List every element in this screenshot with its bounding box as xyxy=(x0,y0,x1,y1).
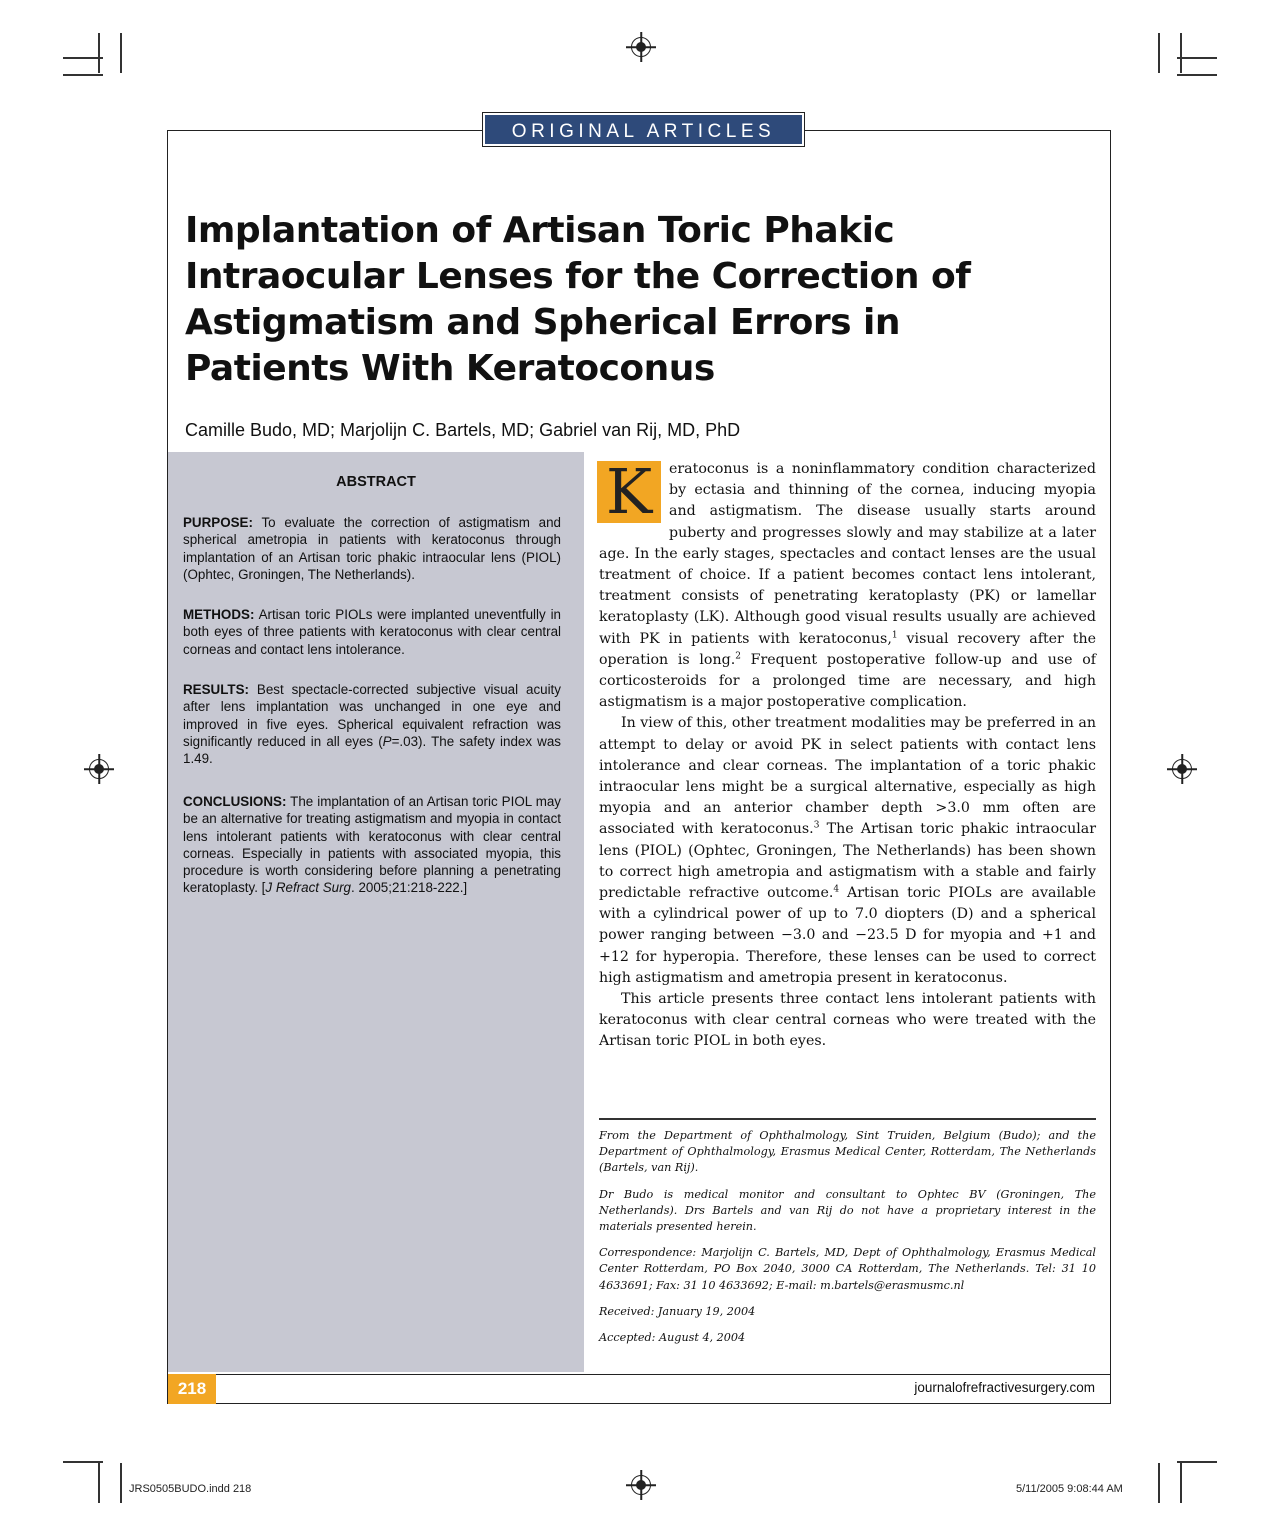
purpose-label: PURPOSE: xyxy=(183,515,253,530)
citation-open: [ xyxy=(261,880,266,896)
crop-mark xyxy=(98,33,100,73)
results-text-end: =.03). The safety index was 1.49. xyxy=(183,733,561,767)
body-paragraph xyxy=(599,713,1096,989)
page-number: 218 xyxy=(168,1374,216,1404)
reference-marker: 4 xyxy=(833,884,840,895)
crop-mark xyxy=(120,1463,122,1503)
purpose-text: To evaluate the correction of astigmatism and spherical ametropia in patients with keratoconus through implantation of an Artisan toric phakic intraocular lens (PIOL) (Ophtec, Groningen, The Netherlands). xyxy=(183,515,561,582)
footnote-accepted: Accepted: August 4, 2004 xyxy=(599,1331,746,1345)
abstract-results xyxy=(183,681,561,767)
registration-mark-icon xyxy=(89,759,109,779)
print-slug-file: JRS0505BUDO.indd 218 xyxy=(129,1483,252,1495)
body-text: eratoconus is a noninflammatory condition characterized by ectasia and thinning of the cornea, inducing myopia and astigmatism. The disease usually starts around puberty and progresses slowly and may stabilize at a later age. In the early stages, spectacles and contact lenses are the usual treatment of choice. If a patient becomes contact lens intolerant, treatment consists of penetrating keratoplasty (PK) or lamellar keratoplasty (LK). Although good visual results usually are achieved with PK in patients with keratoconus, xyxy=(599,461,1096,647)
crop-mark xyxy=(1177,74,1217,76)
citation-rest: . 2005;21:218-222.] xyxy=(351,880,468,896)
conclusions-text: The implantation of an Artisan toric PIOL may be an alternative for treating astigmatism and myopia in contact lens intolerant patients with keratoconus with clear central corneas. Especially in patients with associated myopia, this procedure is worth considering before planning a penetrating keratoplasty. xyxy=(183,794,561,896)
author-list: Camille Budo, MD; Marjolijn C. Bartels, MD; Gabriel van Rij, MD, PhD xyxy=(185,420,741,440)
abstract-conclusions xyxy=(183,793,561,897)
reference-marker: 3 xyxy=(813,820,820,831)
crop-mark xyxy=(1177,1461,1217,1463)
footnote-disclosure: Dr Budo is medical monitor and consultant to Ophtec BV (Groningen, The Netherlands). Drs Bartels and van Rij do not have a proprietary interest in the materials presented herein. xyxy=(599,1187,1096,1234)
crop-mark xyxy=(63,57,103,59)
abstract-methods xyxy=(183,606,561,658)
abstract-purpose xyxy=(183,514,561,583)
results-text: Best spectacle-corrected subjective visual acuity after lens implantation was unchanged in one eye and improved in five eyes. Spherical equivalent refraction was significantly reduced in all eyes ( xyxy=(183,682,561,749)
body-text-column xyxy=(599,455,1097,1053)
registration-mark-icon xyxy=(631,1475,651,1495)
section-label: ORIGINAL ARTICLES xyxy=(483,113,804,146)
body-text: This article presents three contact lens intolerant patients with keratoconus with clear central corneas who were treated with the Artisan toric PIOL in both eyes. xyxy=(599,991,1096,1050)
body-text: visual recovery after the operation is long. xyxy=(599,630,1096,668)
body-paragraph xyxy=(599,455,1097,713)
crop-mark xyxy=(120,33,122,73)
body-paragraph xyxy=(599,989,1096,1053)
footnote-affiliation: From the Department of Ophthalmology, Sint Truiden, Belgium (Budo); and the Department of Ophthalmology, Erasmus Medical Center, Rotterdam, The Netherlands (Bartels, van Rij). xyxy=(599,1129,1096,1175)
crop-mark xyxy=(1180,1463,1182,1503)
crop-mark xyxy=(1180,33,1182,73)
crop-mark xyxy=(1158,1463,1160,1503)
footnote-divider xyxy=(599,1118,1096,1120)
abstract-heading: ABSTRACT xyxy=(336,474,416,490)
abstract-panel xyxy=(168,452,584,1372)
results-label: RESULTS: xyxy=(183,682,249,697)
results-p-value-symbol: P xyxy=(382,733,392,749)
crop-mark xyxy=(1177,57,1217,59)
body-text: Artisan toric PIOLs are available with a cylindrical power of up to 7.0 diopters (D) and a spherical power ranging between −3.0 and −23.5 D for myopia and +1 and +12 for hyperopia. Therefore, these lenses can be used to correct high astigmatism and ametropia present in keratoconus. xyxy=(599,885,1096,986)
crop-mark xyxy=(1158,33,1160,73)
reference-marker: 2 xyxy=(735,651,741,662)
crop-mark xyxy=(63,74,103,76)
body-text: Frequent postoperative follow-up and use of corticosteroids for a prolonged time are necessary, and high astigmatism is a major postoperative complication. xyxy=(599,651,1097,711)
footnote-received: Received: January 19, 2004 xyxy=(599,1304,756,1318)
drop-cap: K xyxy=(597,461,661,523)
footnote-correspondence: Correspondence: Marjolijn C. Bartels, MD, Dept of Ophthalmology, Erasmus Medical Center Rotterdam, PO Box 2040, 3000 CA Rotterdam, The Netherlands. Tel: 31 10 4633691; Fax: 31 10 4633692; E-mail: m.bartels@erasmusmc.nl xyxy=(599,1246,1096,1292)
body-text: In view of this, other treatment modalities may be preferred in an attempt to delay or avoid PK in select patients with contact lens intolerance and clear corneas. The implantation of a toric phakic intraocular lens might be a surgical alternative, especially as high myopia and an anterior chamber depth >3.0 mm often are associated with keratoconus. xyxy=(599,715,1096,838)
reference-marker: 1 xyxy=(891,629,898,640)
journal-url: journalofrefractivesurgery.com xyxy=(914,1380,1095,1395)
methods-label: METHODS: xyxy=(183,607,255,622)
citation-journal: J Refract Surg xyxy=(265,880,351,896)
article-title: Implantation of Artisan Toric Phakic Intraocular Lenses for the Correction of Astigmatism and Spherical Errors in Patients With Keratoconus xyxy=(185,210,971,389)
print-slug-datetime: 5/11/2005 9:08:44 AM xyxy=(1016,1483,1123,1495)
registration-mark-icon xyxy=(1172,759,1192,779)
crop-mark xyxy=(63,1461,103,1463)
footnotes xyxy=(599,1128,1096,1356)
crop-mark xyxy=(98,1463,100,1503)
methods-text: Artisan toric PIOLs were implanted uneventfully in both eyes of three patients with keratoconus with clear central corneas and contact lens intolerance. xyxy=(183,607,561,657)
body-text: The Artisan toric phakic intraocular lens (PIOL) (Ophtec, Groningen, The Netherlands) has been shown to correct high ametropia and astigmatism with a stable and fairly predictable refractive outcome. xyxy=(599,821,1096,902)
registration-mark-icon xyxy=(631,37,651,57)
conclusions-label: CONCLUSIONS: xyxy=(183,794,287,809)
